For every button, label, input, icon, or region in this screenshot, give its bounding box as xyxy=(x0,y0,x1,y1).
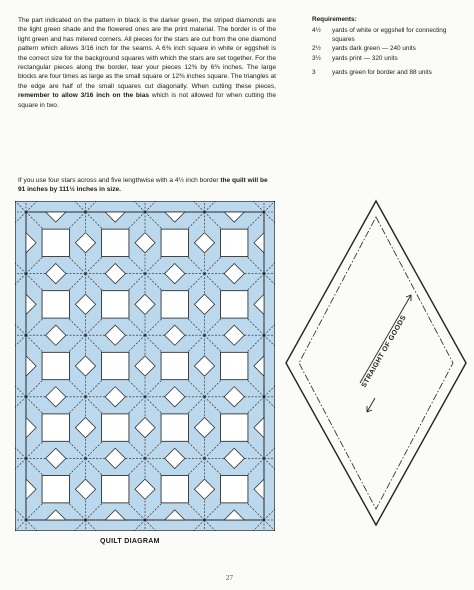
background-square xyxy=(42,229,69,256)
background-square xyxy=(221,414,248,441)
requirement-item xyxy=(312,69,462,77)
requirement-qty: 3 xyxy=(312,69,316,77)
background-square xyxy=(221,291,248,318)
background-square xyxy=(221,229,248,256)
instructions-text-a: The part indicated on the pattern in black is the darker green, the striped diamonds are the light green shade and the flowered ones are the print material. The border is of the light green and has mitered corners. All pieces for the stars are cut from the one diamond pattern which allows 3/16 inch for the seams. A 6⅜ inch square in white or eggshell is the correct size for the background squares with which the stars are set together. For the rectangular pieces along the border, tear your pieces 12⅜ by 6⅜ inches. The large blocks are four times as large as the small square or 12⅜ inches square. The triangles at the edge are half of the small squares cut diagonally. When cutting these pieces, xyxy=(18,17,277,90)
background-square xyxy=(161,352,188,379)
background-square xyxy=(42,476,69,503)
requirement-qty: 2½ xyxy=(312,45,321,53)
background-square xyxy=(161,414,188,441)
size-text: If you use four stars across and five lengthwise with a 4½ inch border xyxy=(18,177,221,184)
grain-label: STRAIGHT OF GOODS xyxy=(360,314,408,389)
background-square xyxy=(42,352,69,379)
background-square xyxy=(102,352,129,379)
requirement-text: yards of white or eggshell for connecting squares xyxy=(332,27,447,43)
diamond-pattern xyxy=(283,198,469,528)
page-number: 27 xyxy=(226,574,233,582)
quilt-diagram-caption: QUILT DIAGRAM xyxy=(100,538,160,545)
background-square xyxy=(102,229,129,256)
diamond-pattern-drawing xyxy=(283,198,469,528)
background-square xyxy=(221,352,248,379)
background-square xyxy=(161,291,188,318)
quilt-diagram xyxy=(15,201,275,531)
requirement-item xyxy=(312,55,462,63)
requirements-title: Requirements: xyxy=(312,16,357,23)
background-square xyxy=(42,291,69,318)
background-square xyxy=(221,476,248,503)
requirement-qty: 4½ xyxy=(312,27,321,35)
size-paragraph xyxy=(18,176,276,195)
requirement-qty: 3½ xyxy=(312,54,321,62)
background-square xyxy=(161,229,188,256)
requirement-text: yards green for border and 88 units xyxy=(332,69,432,77)
requirements-block xyxy=(312,16,462,78)
background-square xyxy=(161,476,188,503)
requirement-text: yards dark green — 240 units xyxy=(332,45,416,53)
size-bold: the quilt will be 91 inches by 111½ inches in size. xyxy=(18,177,268,194)
requirement-item xyxy=(312,45,462,53)
requirement-item xyxy=(312,27,462,44)
background-square xyxy=(102,476,129,503)
quilt-diagram-drawing xyxy=(15,201,275,531)
requirement-text: yards print — 320 units xyxy=(332,54,398,62)
background-square xyxy=(102,291,129,318)
background-square xyxy=(102,414,129,441)
instructions-bias-note: remember to allow 3/16 inch on the bias xyxy=(18,92,150,100)
background-square xyxy=(42,414,69,441)
instructions-paragraph xyxy=(18,16,276,110)
instructions-text-b: which is not allowed for when cutting the square in two. xyxy=(18,92,276,109)
